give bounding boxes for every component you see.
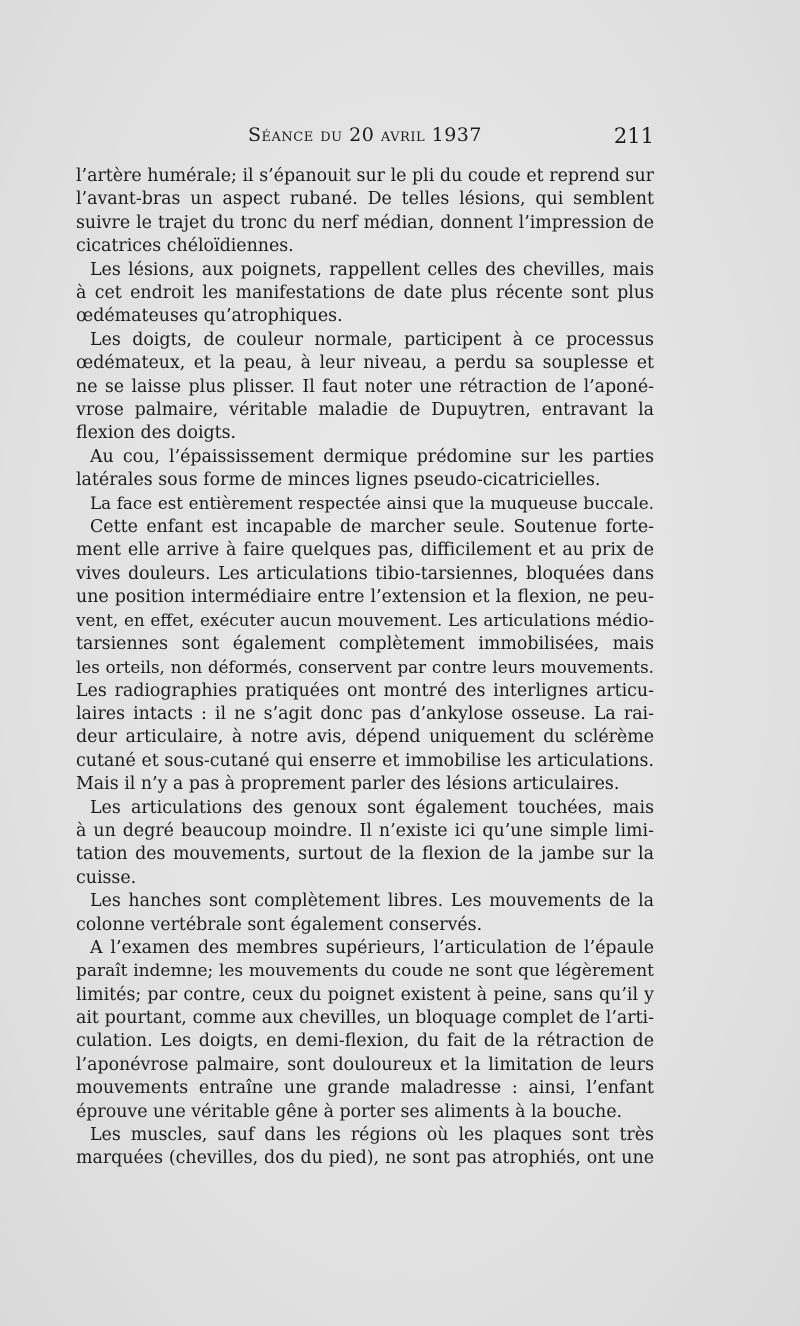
text-line: ment elle arrive à faire quelques pas, difficilement et au prix de [76, 540, 654, 561]
text-line: Au cou, l’épaississement dermique prédomine sur les parties [90, 446, 654, 467]
text-line: Mais il n’y a pas à proprement parler des lésions articulaires. [76, 774, 620, 795]
text-line: latérales sous forme de minces lignes pseudo-cicatricielles. [76, 470, 601, 491]
text-line: vrose palmaire, véritable maladie de Dupuytren, entravant la [76, 399, 654, 420]
text-line: flexion des doigts. [76, 423, 237, 444]
page-number: 211 [613, 124, 654, 148]
text-line: l’artère humérale; il s’épanouit sur le pli du coude et reprend sur [76, 166, 654, 186]
body-text [76, 165, 654, 1171]
text-line: Les hanches sont complètement libres. Les mouvements de la [90, 891, 654, 912]
text-line: culation. Les doigts, en demi-flexion, du fait de la rétraction de [76, 1031, 654, 1052]
text-line: l’avant-bras un aspect rubané. De telles lésions, qui semblent [76, 189, 654, 210]
text-line: colonne vertébrale sont également conservés. [76, 914, 483, 935]
running-head: Séance du 20 avril 1937 [248, 124, 482, 146]
text-line: Les doigts, de couleur normale, participent à ce processus [90, 329, 654, 350]
text-line: Les muscles, sauf dans les régions où les plaques sont très [90, 1125, 654, 1146]
text-line: à un degré beaucoup moindre. Il n’existe ici qu’une simple limi- [76, 820, 654, 841]
text-line: l’aponévrose palmaire, sont douloureux et la limitation de leurs [76, 1054, 654, 1075]
text-line: cuisse. [76, 867, 137, 888]
text-line: les orteils, non déformés, conservent par contre leurs mouvements. [76, 657, 654, 678]
text-line: œdémateuses qu’atrophiques. [76, 306, 343, 327]
page-header [76, 124, 654, 154]
text-line: éprouve une véritable gêne à porter ses aliments à la bouche. [76, 1101, 623, 1122]
text-line: mouvements entraîne une grande maladresse : ainsi, l’enfant [76, 1078, 654, 1099]
text-line: deur articulaire, à notre avis, dépend uniquement du sclérème [76, 727, 654, 748]
text-line: A l’examen des membres supérieurs, l’articulation de l’épaule [90, 937, 654, 958]
text-line: paraît indemne; les mouvements du coude ne sont que légèrement [76, 961, 654, 982]
text-line: œdémateux, et la peau, à leur niveau, a perdu sa souplesse et [76, 353, 654, 374]
text-line: laires intacts : il ne s’agit donc pas d’ankylose osseuse. La rai- [76, 703, 654, 724]
text-line: cutané et sous-cutané qui enserre et immobilise les articulations. [76, 750, 654, 771]
text-line: tation des mouvements, surtout de la flexion de la jambe sur la [76, 844, 654, 865]
text-line: ne se laisse plus plisser. Il faut noter une rétraction de l’aponé- [76, 376, 654, 397]
text-line: suivre le trajet du tronc du nerf médian, donnent l’impression de [76, 212, 654, 233]
text-line: une position intermédiaire entre l’extension et la flexion, ne peu- [76, 587, 654, 608]
text-line: Les articulations des genoux sont également touchées, mais [90, 797, 654, 818]
text-line: La face est entièrement respectée ainsi que la muqueuse buccale. [90, 493, 654, 514]
text-line: Les lésions, aux poignets, rappellent celles des chevilles, mais [90, 259, 654, 280]
text-line: vent, en effet, exécuter aucun mouvement. Les articulations médio- [76, 610, 654, 631]
text-line: limités; par contre, ceux du poignet existent à peine, sans qu’il y [76, 984, 654, 1005]
text-line: Les radiographies pratiquées ont montré des interlignes articu- [76, 680, 654, 701]
text-line: marquées (chevilles, dos du pied), ne sont pas atrophiés, ont une [76, 1148, 654, 1169]
text-line: cicatrices chéloïdiennes. [76, 236, 294, 257]
text-line: Cette enfant est incapable de marcher seule. Soutenue forte- [90, 516, 654, 537]
text-line: ait pourtant, comme aux chevilles, un bloquage complet de l’arti- [76, 1008, 654, 1029]
text-line: vives douleurs. Les articulations tibio-tarsiennes, bloquées dans [76, 563, 654, 584]
text-line: à cet endroit les manifestations de date plus récente sont plus [76, 282, 654, 303]
text-line: tarsiennes sont également complètement immobilisées, mais [76, 633, 654, 654]
